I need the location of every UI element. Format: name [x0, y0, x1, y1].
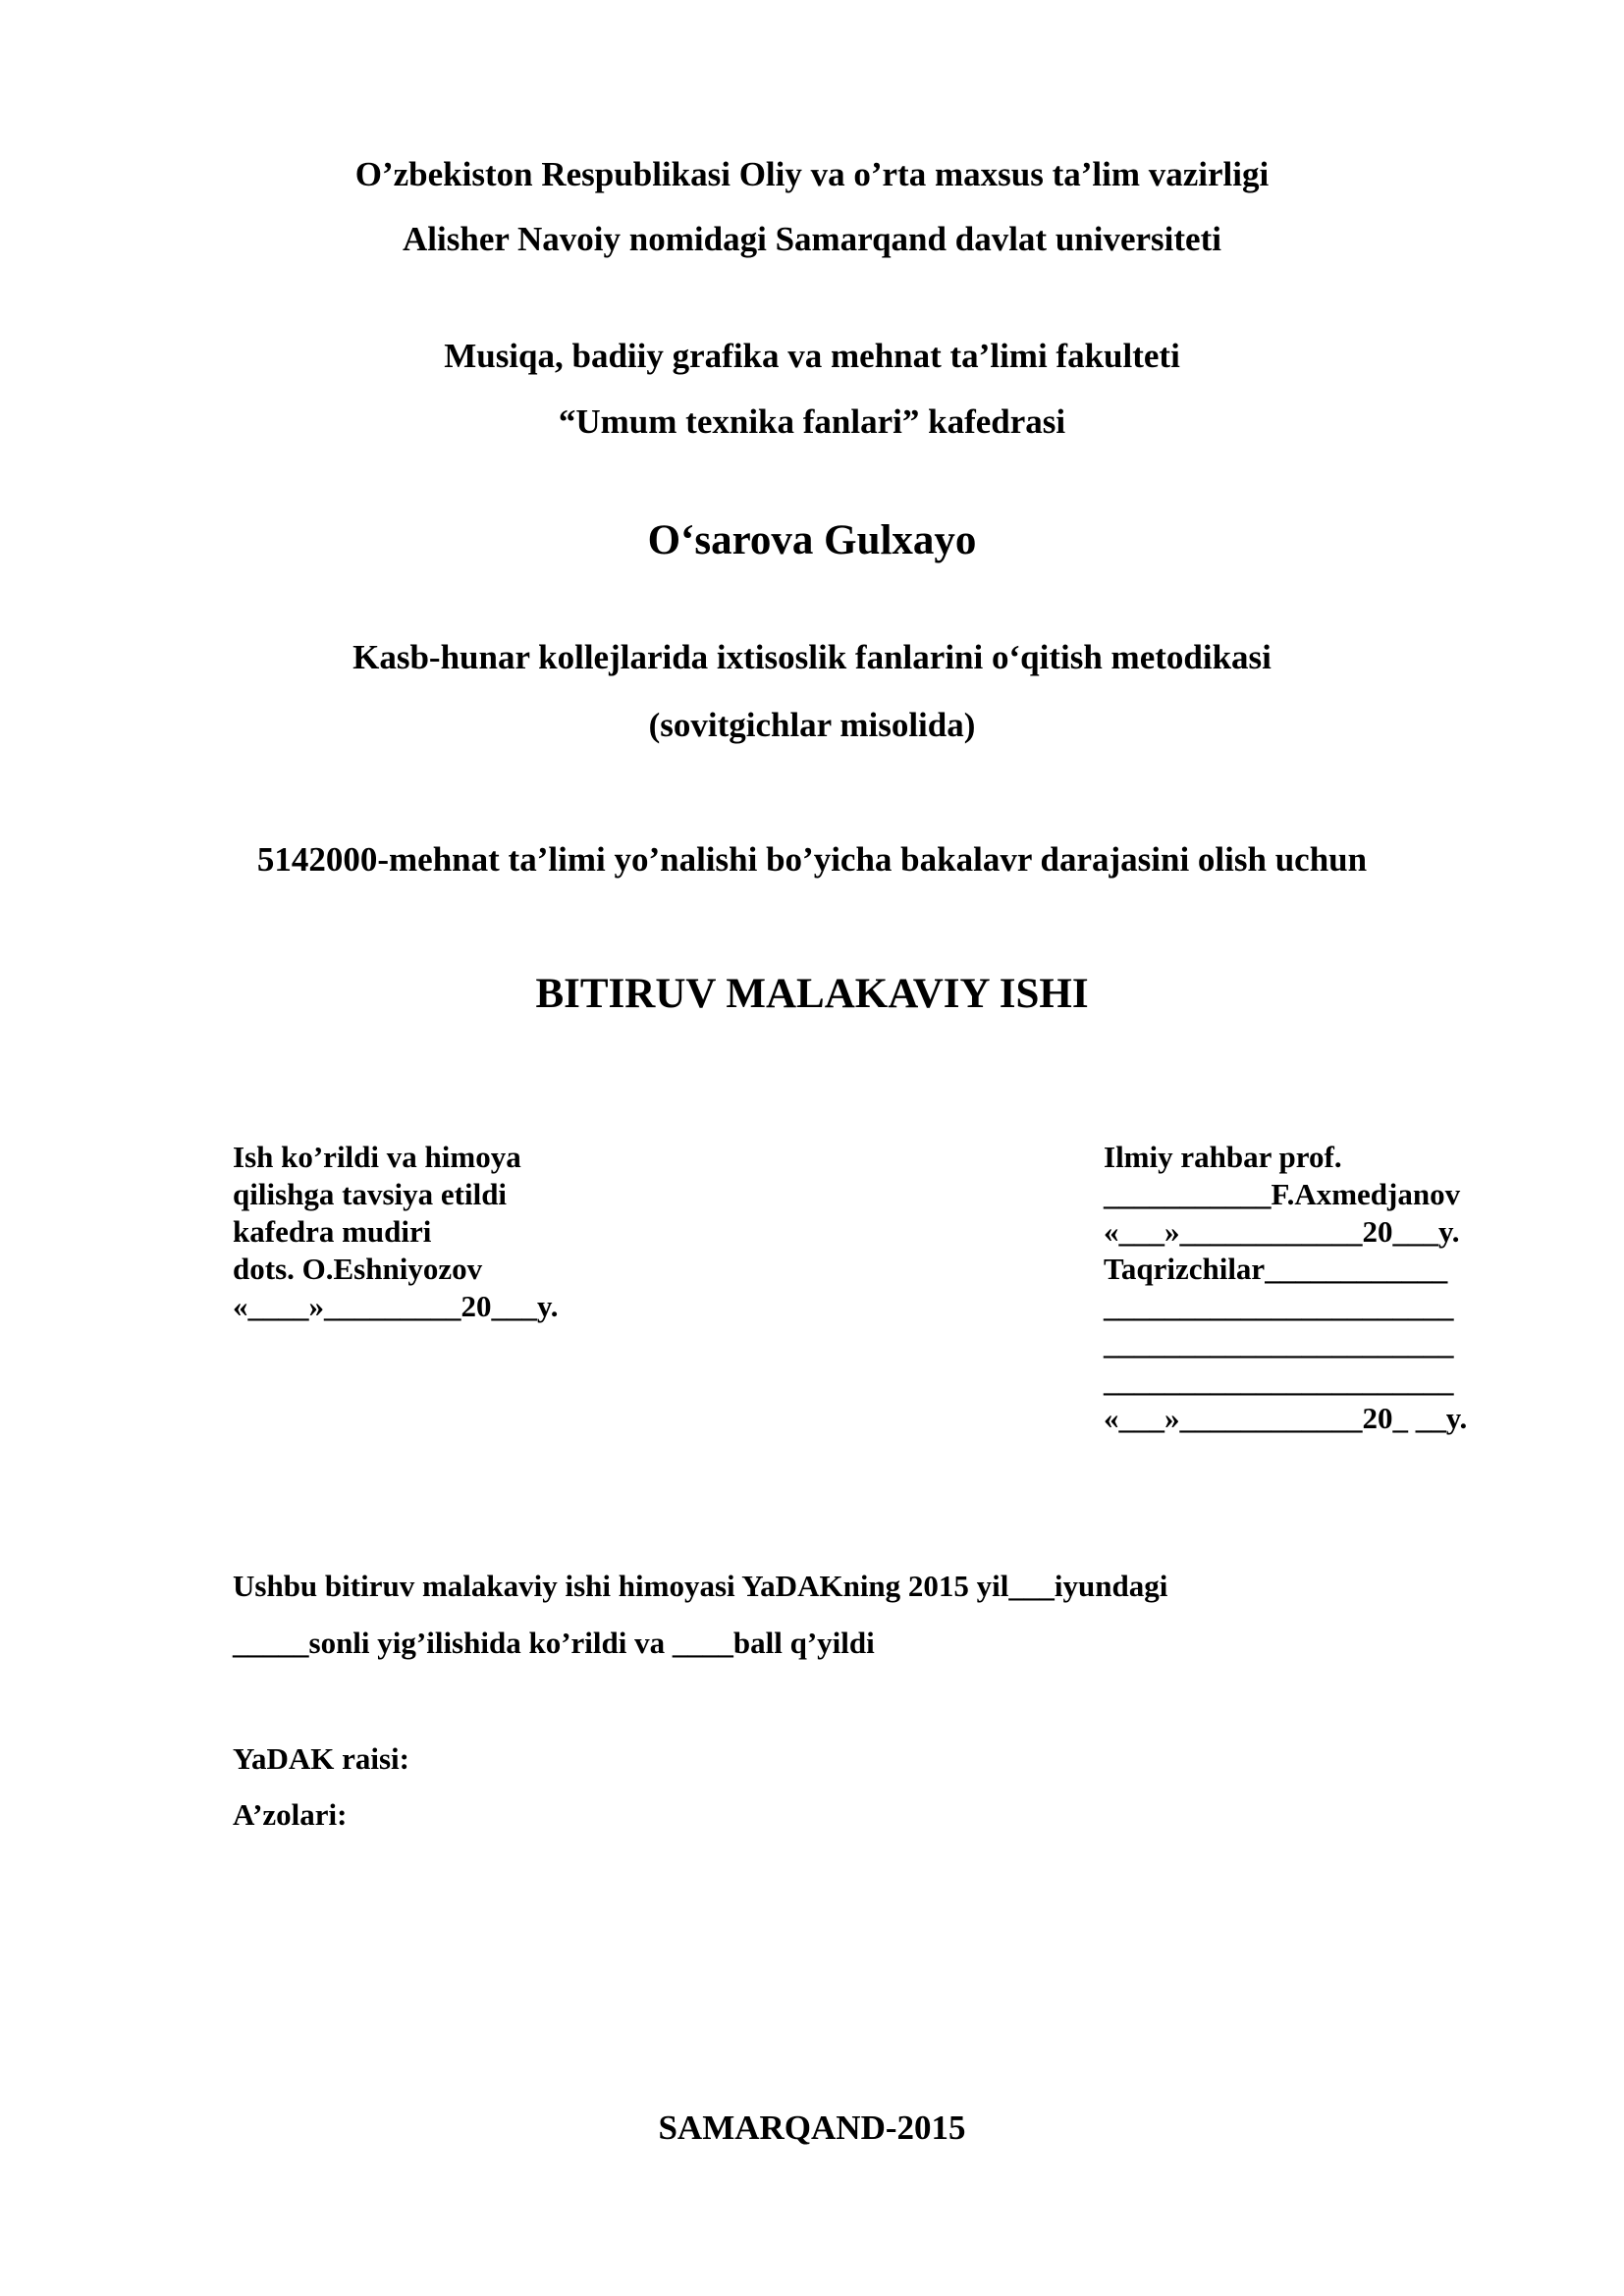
commission-members-label: A’zolari: [233, 1797, 348, 1832]
defense-statement-line2: _____sonli yig’ilishida ko’rildi va ____ball q’yildi [233, 1626, 875, 1660]
degree-line: 5142000-mehnat ta’limi yo’nalishi bo’yicha bakalavr darajasini olish uchun [256, 840, 1368, 879]
reviewers-date: «___»____________20_ __y. [1104, 1401, 1468, 1435]
reviewer-blank-line: _______________________ [1104, 1363, 1454, 1398]
reviewers-label: Taqrizchilar____________ [1104, 1252, 1448, 1286]
department-name: “Umum texnika fanlari” kafedrasi [558, 402, 1066, 441]
faculty-name: Musiqa, badiiy grafika va mehnat ta’limi fakulteti [444, 337, 1180, 375]
approval-left-line: dots. O.Eshniyozov [233, 1252, 483, 1286]
author-name: O‘sarova Gulxayo [647, 517, 977, 563]
thesis-topic-line1: Kasb-hunar kollejlarida ixtisoslik fanlarini o‘qitish metodikasi [352, 638, 1272, 676]
supervisor-title: Ilmiy rahbar prof. [1104, 1140, 1342, 1174]
approval-left-line: kafedra mudiri [233, 1214, 432, 1249]
commission-chair-label: YaDAK raisi: [233, 1741, 409, 1776]
supervisor-signature-line: ___________F.Axmedjanov [1104, 1177, 1461, 1211]
approval-left-line: Ish ko’rildi va himoya [233, 1140, 521, 1174]
approval-left-date: «____»_________20___y. [233, 1289, 559, 1323]
defense-statement-line1: Ushbu bitiruv malakaviy ishi himoyasi YaDAKning 2015 yil___iyundagi [233, 1569, 1168, 1603]
university-name: Alisher Navoiy nomidagi Samarqand davlat universiteti [403, 220, 1221, 258]
supervisor-date: «___»____________20___y. [1104, 1214, 1460, 1249]
place-year-footer: SAMARQAND-2015 [658, 2109, 966, 2147]
reviewer-blank-line: _______________________ [1104, 1289, 1454, 1323]
department-approval-block [233, 1139, 559, 1325]
work-type-title: BITIRUV MALAKAVIY ISHI [535, 971, 1089, 1017]
thesis-topic-line2: (sovitgichlar misolida) [648, 706, 976, 744]
ministry-name: O’zbekiston Respublikasi Oliy va o’rta maxsus ta’lim vazirligi [354, 155, 1270, 193]
approval-left-line: qilishga tavsiya etildi [233, 1177, 508, 1211]
reviewer-blank-line: _______________________ [1104, 1326, 1454, 1361]
supervisor-reviewers-block [1104, 1139, 1467, 1437]
